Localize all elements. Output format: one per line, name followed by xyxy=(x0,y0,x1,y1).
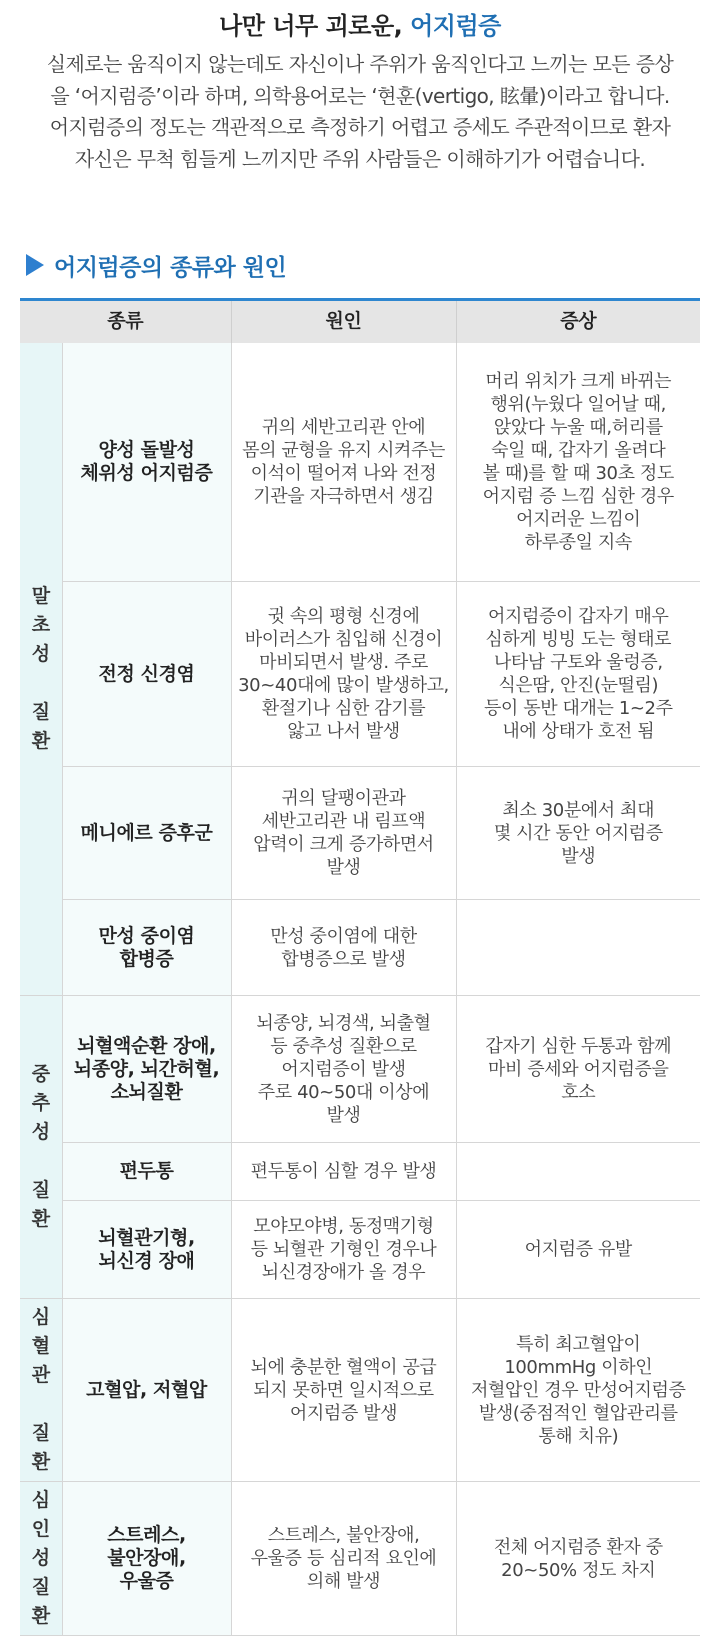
triangle-bullet-icon xyxy=(26,254,44,276)
symptom-cell: 특히 최고혈압이 100mmHg 이하인 저혈압인 경우 만성어지럼증 발생(중점적인 혈압관리를 통해 치유) xyxy=(456,1299,700,1482)
symptom-cell: 어지럼증이 갑자기 매우 심하게 빙빙 도는 형태로 나타남 구토와 울렁증, 식은땀, 안진(눈떨림) 등이 동반 대개는 1~2주 내에 상태가 호전 됨 xyxy=(456,582,700,767)
page-title xyxy=(0,6,720,41)
table-row xyxy=(20,767,700,900)
cause-cell: 귀의 세반고리관 안에 몸의 균형을 유지 시켜주는 이석이 떨어져 나와 전정 기관을 자극하면서 생김 xyxy=(231,343,456,582)
header-symptom: 증상 xyxy=(456,300,700,343)
table-header-row xyxy=(20,300,700,343)
cause-cell: 만성 중이염에 대한 합병증으로 발생 xyxy=(231,900,456,996)
vertigo-types-table xyxy=(20,298,700,1636)
symptom-cell: 어지럼증 유발 xyxy=(456,1201,700,1299)
cause-cell: 뇌에 충분한 혈액이 공급 되지 못하면 일시적으로 어지럼증 발생 xyxy=(231,1299,456,1482)
cause-cell: 모야모야병, 동정맥기형 등 뇌혈관 기형인 경우나 뇌신경장애가 올 경우 xyxy=(231,1201,456,1299)
kind-cell: 만성 중이염 합병증 xyxy=(62,900,231,996)
group-label: 심혈관 질환 xyxy=(31,1306,50,1473)
group-label: 심인성질환 xyxy=(31,1489,50,1627)
kind-cell: 스트레스, 불안장애, 우울증 xyxy=(62,1482,231,1636)
page-title-main: 나만 너무 괴로운, xyxy=(219,12,411,40)
group-label: 중추성 질환 xyxy=(31,1063,50,1230)
table-row xyxy=(20,1201,700,1299)
table-row xyxy=(20,900,700,996)
kind-cell: 뇌혈관기형, 뇌신경 장애 xyxy=(62,1201,231,1299)
intro-paragraph: 실제로는 움직이지 않는데도 자신이나 주위가 움직인다고 느끼는 모든 증상 을 ‘어지럼증’이라 하며, 의학용어로는 ‘현훈(vertigo, 眩暈)이라고 합니다. 어지럼증의 정도는 객관적으로 측정하기 어렵고 증세도 주관적이므로 환자 자신은 무척 힘들게 느끼지만 주위 사람들은 이해하기가 어렵습니다. xyxy=(46,52,674,171)
table-row xyxy=(20,1482,700,1636)
section-title: 어지럼증의 종류와 원인 xyxy=(54,254,287,281)
group-peripheral xyxy=(20,343,62,996)
symptom-cell xyxy=(456,1143,700,1201)
table-row xyxy=(20,343,700,582)
kind-cell: 편두통 xyxy=(62,1143,231,1201)
kind-cell: 뇌혈액순환 장애, 뇌종양, 뇌간허혈, 소뇌질환 xyxy=(62,996,231,1143)
kind-cell: 고혈압, 저혈압 xyxy=(62,1299,231,1482)
group-psycho xyxy=(20,1482,62,1636)
page-title-accent: 어지럼증 xyxy=(410,12,501,40)
kind-cell: 전정 신경염 xyxy=(62,582,231,767)
table-row xyxy=(20,1143,700,1201)
group-cardio xyxy=(20,1299,62,1482)
symptom-cell: 갑자기 심한 두통과 함께 마비 증세와 어지럼증을 호소 xyxy=(456,996,700,1143)
section-heading xyxy=(26,249,286,281)
header-cause: 원인 xyxy=(231,300,456,343)
cause-cell: 뇌종양, 뇌경색, 뇌출혈 등 중추성 질환으로 어지럼증이 발생 주로 40~50대 이상에 발생 xyxy=(231,996,456,1143)
cause-cell: 귀의 달팽이관과 세반고리관 내 림프액 압력이 크게 증가하면서 발생 xyxy=(231,767,456,900)
table-row xyxy=(20,1299,700,1482)
symptom-cell xyxy=(456,900,700,996)
symptom-cell: 전체 어지럼증 환자 중 20~50% 정도 차지 xyxy=(456,1482,700,1636)
symptom-cell: 최소 30분에서 최대 몇 시간 동안 어지럼증 발생 xyxy=(456,767,700,900)
group-label: 말초성 질환 xyxy=(31,584,50,752)
cause-cell: 편두통이 심할 경우 발생 xyxy=(231,1143,456,1201)
kind-cell: 양성 돌발성 체위성 어지럼증 xyxy=(62,343,231,582)
table-row xyxy=(20,996,700,1143)
kind-cell: 메니에르 증후군 xyxy=(62,767,231,900)
cause-cell: 스트레스, 불안장애, 우울증 등 심리적 요인에 의해 발생 xyxy=(231,1482,456,1636)
group-central xyxy=(20,996,62,1299)
table-row xyxy=(20,582,700,767)
cause-cell: 귓 속의 평형 신경에 바이러스가 침입해 신경이 마비되면서 발생. 주로 30~40대에 많이 발생하고, 환절기나 심한 감기를 앓고 나서 발생 xyxy=(231,582,456,767)
header-kind: 종류 xyxy=(20,300,231,343)
symptom-cell: 머리 위치가 크게 바뀌는 행위(누웠다 일어날 때, 앉았다 누울 때,허리를 숙일 때, 갑자기 올려다 볼 때)를 할 때 30초 정도 어지럼 증 느낌 심한 경우 어지러운 느낌이 하루종일 지속 xyxy=(456,343,700,582)
